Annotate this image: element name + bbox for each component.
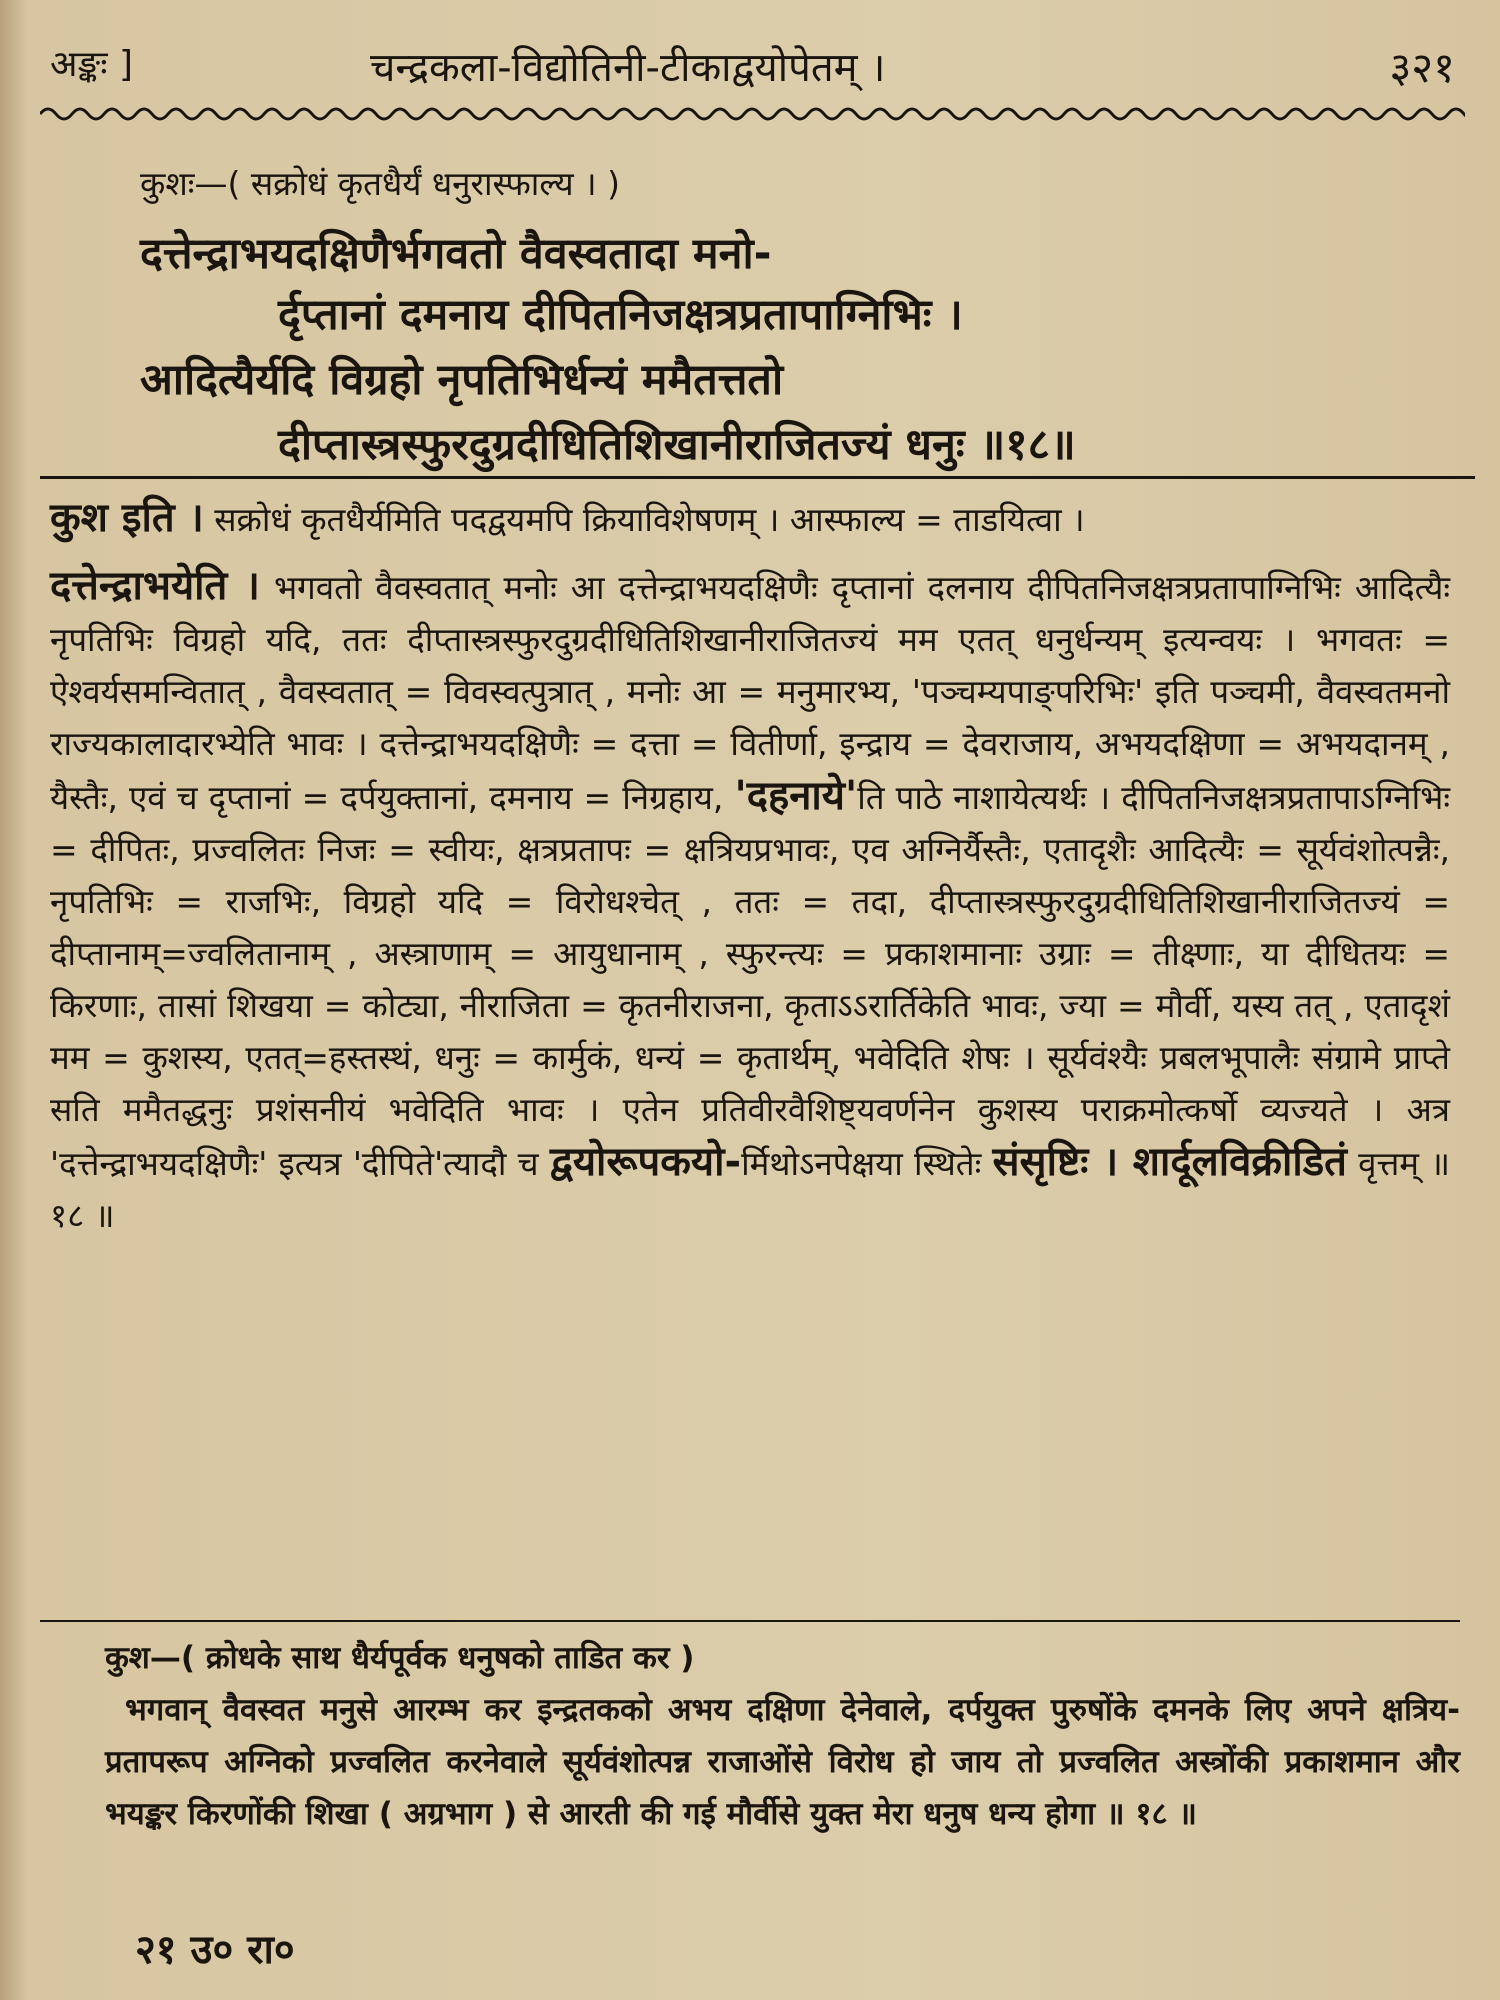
commentary-text: सक्रोधं कृतधैर्यमिति पदद्वयमपि क्रियाविशेषणम् । आस्फाल्य = ताडयित्वा ।: [214, 500, 1085, 539]
signature-mark: २१ उ० रा०: [135, 1927, 295, 1973]
commentary-head: दत्तेन्द्राभयेति ।: [50, 563, 260, 609]
commentary-head: कुश इति ।: [50, 495, 204, 541]
variant-reading: 'दहनाये': [734, 773, 858, 819]
commentary-text: वृत्तम् ॥ १८ ॥: [50, 1144, 1450, 1235]
section-divider: [40, 476, 1475, 479]
running-header: [50, 38, 1470, 98]
commentary-para-2: [50, 560, 1450, 1242]
section-divider: [40, 1620, 1460, 1622]
translation-stage: कुश—( क्रोधके साथ धैर्यपूर्वक धनुषको ताडित कर ): [105, 1640, 695, 1676]
stage-direction: कुशः—( सक्रोधं कृतधैर्यं धनुरास्फाल्य । ): [140, 164, 620, 203]
page-number: ३२१: [1389, 43, 1455, 92]
translation-text: भगवान् वैवस्वत मनुसे आरम्भ कर इन्द्रतकको अभय दक्षिणा देनेवाले, दर्पयुक्त पुरुषोंके दमनके लिए अपने क्षत्रिय-प्रतापरूप अग्निको प्रज्वलित करनेवाले सूर्यवंशोत्पन्न राजाओंसे विरोध हो जाय तो प्रज्वलित अस्त्रोंकी प्रकाशमान और भयङ्कर किरणोंकी शिखा ( अग्रभाग ) से आरती की गई मौर्वीसे युक्त मेरा धनुष धन्य होगा ॥ १८ ॥: [105, 1692, 1460, 1832]
commentary-text: र्मिथोऽनपेक्षया स्थितेः: [741, 1144, 982, 1183]
commentary-text: भगवतो वैवस्वतात् मनोः आ दत्तेन्द्राभयदक्षिणैः दृप्तानां दलनाय दीपितनिजक्षत्रप्रतापाग्निभिः आदित्यैः नृपतिभिः विग्रहो यदि, ततः दीप्तास्त्रस्फुरदुग्रदीधितिशिखानीराजितज्यं मम एतत् धनुर्धन्यम् इत्यन्वयः । भगवतः = ऐश्वर्यसमन्वितात् , वैवस्वतात् = विवस्वत्पुत्रात् , मनोः आ = मनुमारभ्य, 'पञ्चम्यपाङ्परिभिः' इति पञ्चमी, वैवस्वतमनो राज्यकालादारभ्येति भावः । दत्तेन्द्राभयदक्षिणैः = दत्ता = वितीर्णा, इन्द्राय = देवराजाय, अभयदक्षिणा = अभयदानम् , यैस्तैः, एवं च दृप्तानां = दर्पयुक्तानां, दमनाय = निग्रहाय,: [50, 568, 1450, 817]
meter-term: संसृष्टिः । शार्दूलविक्रीडितं: [992, 1139, 1347, 1185]
verse-line: आदित्यैर्यदि विग्रहो नृपतिभिर्धन्यं ममैतत्ततो: [140, 355, 784, 405]
hindi-translation: [105, 1632, 1460, 1840]
book-title: चन्द्रकला-विद्योतिनी-टीकाद्वयोपेतम् ।: [370, 45, 886, 91]
sanskrit-commentary: [50, 492, 1450, 1242]
verse-line: दत्तेन्द्राभयदक्षिणैर्भगवतो वैवस्वतादा मनो-: [140, 229, 772, 279]
act-label: अङ्कः ]: [50, 44, 134, 85]
wavy-rule: [40, 100, 1465, 128]
verse-line: दीप्तास्त्रस्फुरदुग्रदीधितिशिखानीराजितज्यं धनुः ॥१८॥: [278, 420, 1076, 470]
commentary-text: ति पाठे नाशायेत्यर्थः । दीपितनिजक्षत्रप्रतापाऽग्निभिः = दीपितः, प्रज्वलितः निजः = स्वीयः, क्षत्रप्रतापः = क्षत्रियप्रभावः, एव अग्निर्यैस्तैः, एतादृशैः आदित्यैः = सूर्यवंशोत्पन्नैः, नृपतिभिः = राजभिः, विग्रहो यदि = विरोधश्चेत् , ततः = तदा, दीप्तास्त्रस्फुरदुग्रदीधितिशिखानीराजितज्यं = दीप्तानाम्=ज्वलितानाम् , अस्त्राणाम् = आयुधानाम् , स्फुरन्त्यः = प्रकाशमानाः उग्राः = तीक्ष्णाः, या दीधितयः = किरणाः, तासां शिखया = कोट्या, नीराजिता = कृतनीराजना, कृताऽऽरार्तिकेति भावः, ज्या = मौर्वी, यस्य तत् , एतादृशं मम = कुशस्य, एतत्=हस्तस्थं, धनुः = कार्मुकं, धन्यं = कृतार्थम्, भवेदिति शेषः । सूर्यवंश्यैः प्रबलभूपालैः संग्रामे प्राप्ते सति ममैतद्धनुः प्रशंसनीयं भवेदिति भावः । एतेन प्रतिवीरवैशिष्ट्यवर्णनेन कुशस्य पराक्रमोत्कर्षो व्यज्यते । अत्र 'दत्तेन्द्राभयदक्षिणैः' इत्यत्र 'दीपिते'त्यादौ च: [50, 778, 1450, 1183]
commentary-para-1: [50, 492, 1450, 546]
verse-line: र्दृप्तानां दमनाय दीपितनिजक्षत्रप्रतापाग्निभिः ।: [278, 290, 963, 340]
figure-term: द्वयोरूपकयो-: [549, 1139, 742, 1185]
